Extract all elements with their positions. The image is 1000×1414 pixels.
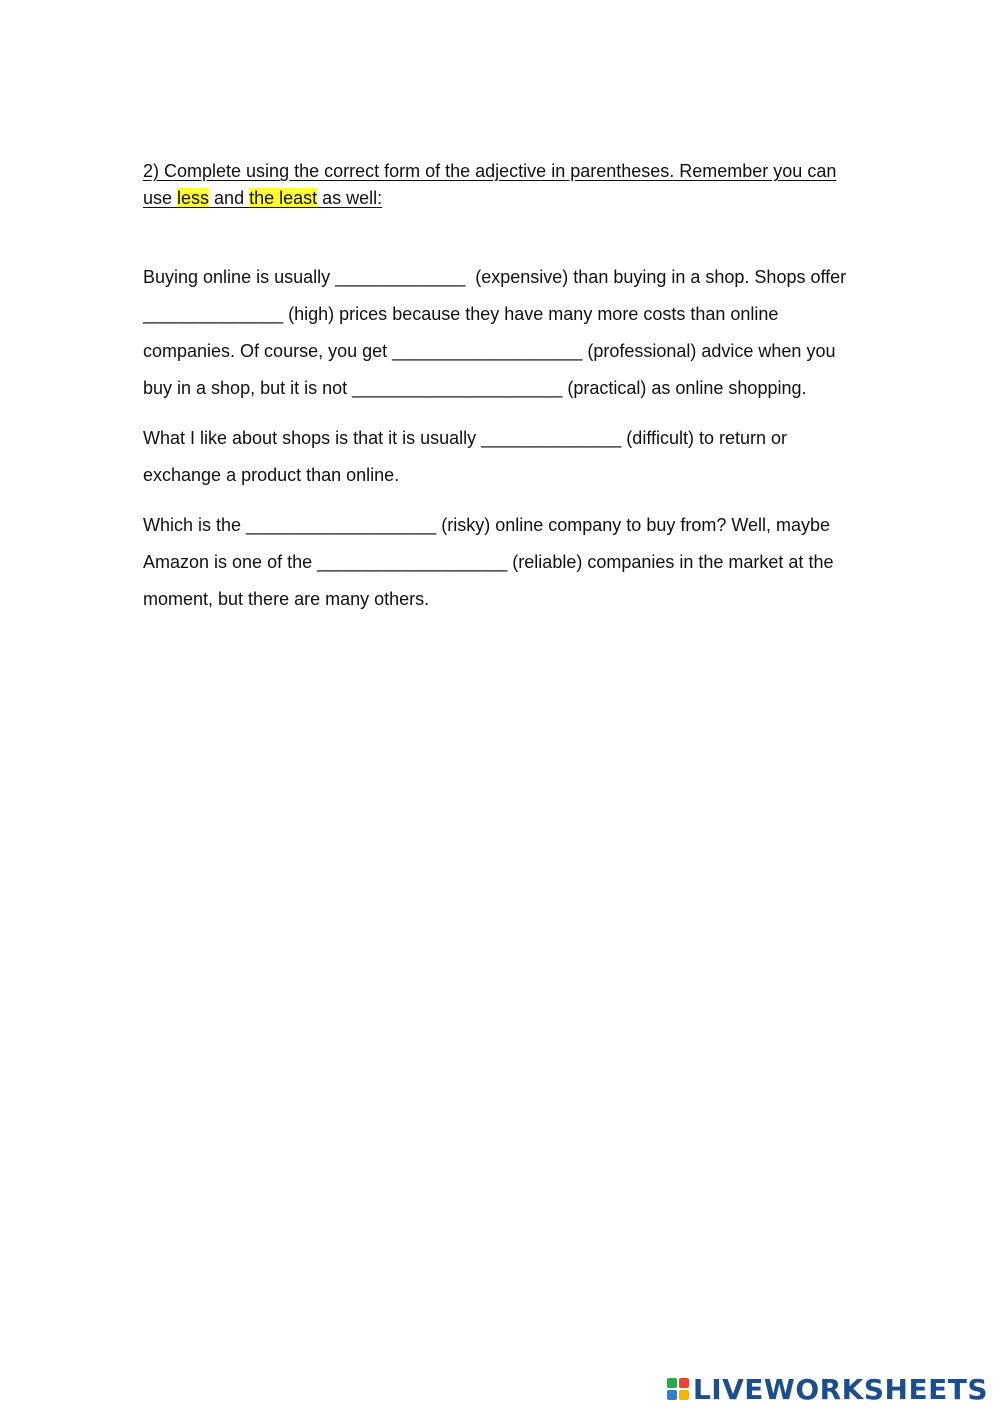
paragraph-3 — [143, 507, 863, 618]
instruction-end: as well: — [317, 188, 383, 208]
liveworksheets-logo-icon — [667, 1378, 689, 1400]
instruction-use: use — [143, 188, 178, 208]
exercise-instruction — [143, 158, 863, 212]
paragraph-1 — [143, 259, 863, 407]
instruction-text: 2) Complete using the correct form of the adjective in parentheses. Remember you can — [143, 161, 837, 181]
paragraph-1-line-2: ______________ (high) prices because they have many more costs than online — [143, 304, 779, 324]
highlight-the-least: the least — [249, 188, 318, 208]
paragraph-1-line-3: companies. Of course, you get ___________________ (professional) advice when you — [143, 341, 836, 361]
instruction-and: and — [209, 188, 250, 208]
paragraph-2-line-2: exchange a product than online. — [143, 465, 400, 485]
paragraph-3-line-1: Which is the ___________________ (risky) online company to buy from? Well, maybe — [143, 515, 831, 535]
highlight-less: less — [177, 188, 210, 208]
paragraph-3-line-2: Amazon is one of the ___________________ (reliable) companies in the market at the — [143, 552, 834, 572]
paragraph-2-line-1: What I like about shops is that it is usually ______________ (difficult) to return or — [143, 428, 788, 448]
paragraph-1-line-4: buy in a shop, but it is not _____________________ (practical) as online shopping. — [143, 378, 807, 398]
paragraph-1-line-1: Buying online is usually _____________ (expensive) than buying in a shop. Shops offer — [143, 267, 847, 287]
liveworksheets-brand — [667, 1372, 988, 1406]
brand-name: LIVEWORKSHEETS — [692, 1372, 988, 1406]
paragraph-3-line-3: moment, but there are many others. — [143, 589, 430, 609]
paragraph-2 — [143, 420, 863, 494]
